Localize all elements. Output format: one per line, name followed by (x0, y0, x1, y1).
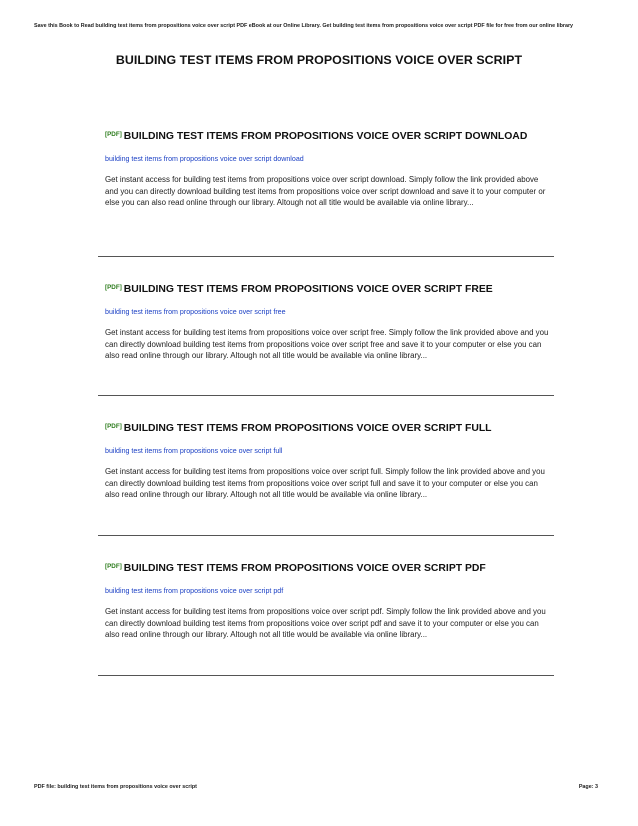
entry-heading-text: BUILDING TEST ITEMS FROM PROPOSITIONS VOICE OVER SCRIPT DOWNLOAD (123, 131, 528, 142)
entry-pdf (98, 561, 554, 641)
entry-heading (98, 282, 554, 298)
entry-description: Get instant access for building test items from propositions voice over script pdf. Simply follow the link provided above and you can directly download building test items from propositions voice over script pdf and save it to your computer or else you can also read online through our library. Altough not all title would be available via online library... (105, 607, 546, 640)
page-title: BUILDING TEST ITEMS FROM PROPOSITIONS VOICE OVER SCRIPT (115, 53, 523, 67)
pdf-tag: [PDF] (105, 563, 122, 570)
entry-heading-text: BUILDING TEST ITEMS FROM PROPOSITIONS VOICE OVER SCRIPT PDF (123, 563, 486, 574)
entry-heading-text: BUILDING TEST ITEMS FROM PROPOSITIONS VOICE OVER SCRIPT FULL (123, 423, 492, 434)
footer-file-label: PDF file: building test items from propositions voice over script (34, 784, 197, 790)
entry-heading (98, 129, 554, 145)
entry-description: Get instant access for building test items from propositions voice over script download. Simply follow the link provided above and you can directly download building test items from propositions voice over script download and save it to your computer or else you can also read online through our library. Altough not all title would be available via online library... (105, 175, 546, 208)
divider (98, 395, 554, 396)
divider (98, 675, 554, 676)
pdf-tag: [PDF] (105, 131, 122, 138)
entry-free (98, 282, 554, 362)
entry-full (98, 421, 554, 501)
entry-link[interactable]: building test items from propositions voice over script full (105, 447, 283, 455)
entry-heading-text: BUILDING TEST ITEMS FROM PROPOSITIONS VOICE OVER SCRIPT FREE (123, 284, 493, 295)
footer-page-number: Page: 3 (578, 784, 598, 790)
pdf-tag: [PDF] (105, 423, 122, 430)
divider (98, 256, 554, 257)
divider (98, 535, 554, 536)
entry-link[interactable]: building test items from propositions voice over script free (105, 308, 286, 316)
entry-heading (98, 421, 554, 437)
entry-description: Get instant access for building test items from propositions voice over script full. Simply follow the link provided above and you can directly download building test items from propositions voice over script full and save it to your computer or else you can also read online through our library. Altough not all title would be available via online library... (105, 467, 545, 500)
entry-heading (98, 561, 554, 577)
entry-link[interactable]: building test items from propositions voice over script download (105, 155, 304, 163)
pdf-tag: [PDF] (105, 284, 122, 291)
entry-download (98, 129, 554, 209)
entry-description: Get instant access for building test items from propositions voice over script free. Simply follow the link provided above and you can directly download building test items from propositions voice over script free and save it to your computer or else you can also read online through our library. Altough not all title would be available via online library... (105, 328, 549, 361)
top-banner-text: Save this Book to Read building test items from propositions voice over script PDF eBook at our Online Library. Get building test items from propositions voice over script PDF file for free from our online library (34, 23, 574, 29)
entry-link[interactable]: building test items from propositions voice over script pdf (105, 587, 284, 595)
